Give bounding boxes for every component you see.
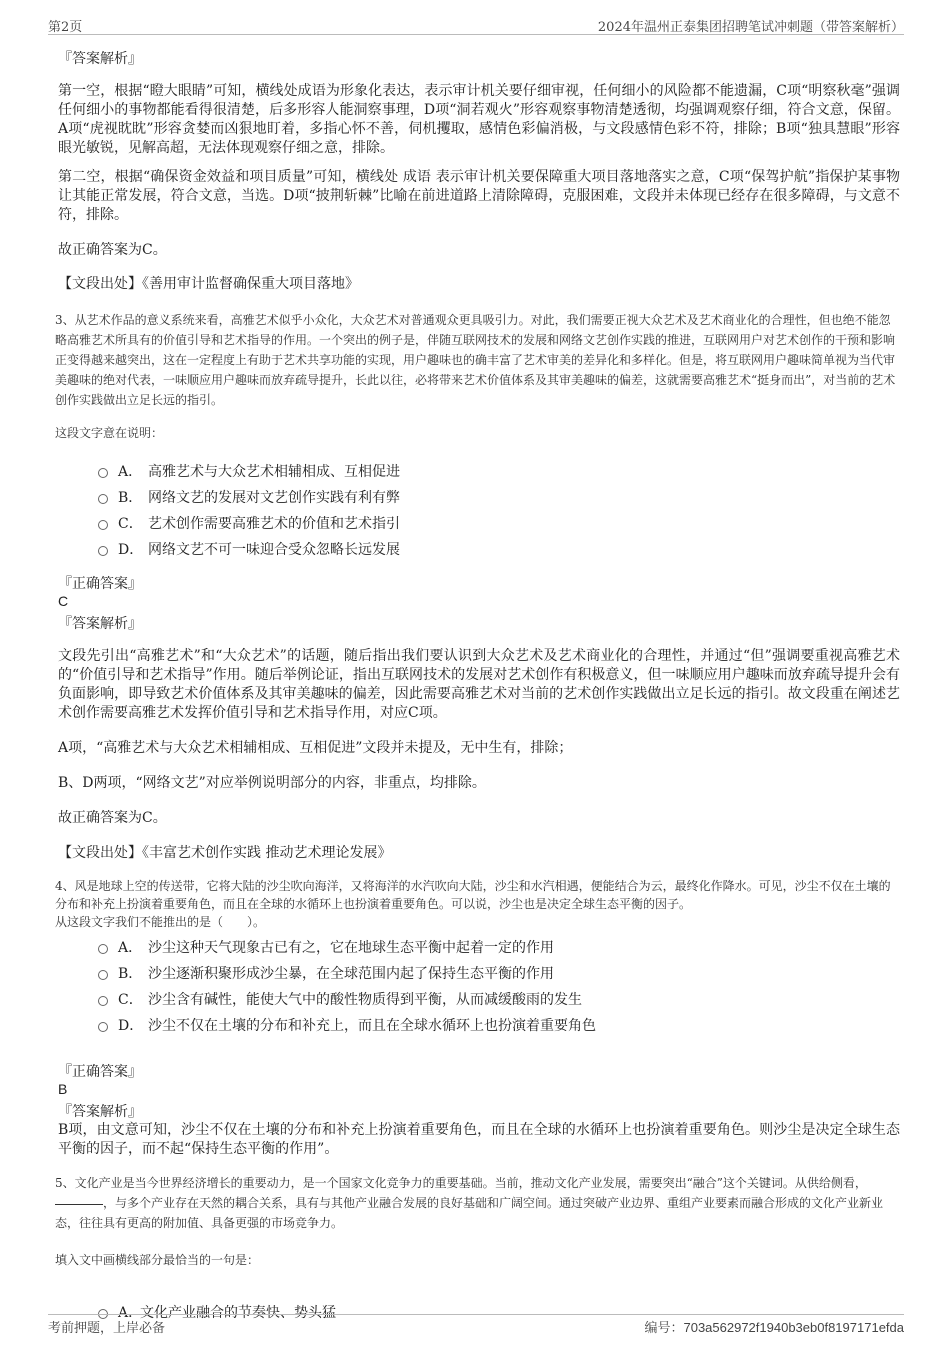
fill-blank: [55, 1203, 103, 1205]
radio-icon[interactable]: [98, 944, 108, 954]
correct-answer: C: [58, 593, 69, 609]
option-list: [98, 459, 900, 563]
question-prompt: 填入文中画横线部分最恰当的一句是：: [55, 1253, 260, 1267]
option-list: [98, 935, 900, 1039]
radio-icon[interactable]: [98, 520, 108, 530]
analysis-conclusion: 故正确答案为C。: [58, 242, 167, 258]
analysis-tag: 『答案解析』: [58, 51, 142, 67]
question-prompt: 这段文字意在说明：: [55, 426, 164, 440]
radio-icon[interactable]: [98, 970, 108, 980]
footer-slogan: 考前押题，上岸必备: [48, 1321, 166, 1336]
document-title: 2024年温州正泰集团招聘笔试冲刺题（带答案解析）: [597, 20, 904, 35]
question-3: [55, 310, 900, 863]
question-4: [55, 877, 900, 1159]
page-number: 第2页: [48, 20, 83, 35]
question-prompt: 从这段文字我们不能推出的是（ ）。: [55, 915, 266, 929]
answer-tag: 『正确答案』: [58, 1064, 142, 1080]
document-content: [55, 42, 900, 1326]
question-stem: 4、风是地球上空的传送带，它将大陆的沙尘吹向海洋，又将海洋的水汽吹向大陆，沙尘和水汽相遇，便能结合为云，最终化作降水。可见，沙尘不仅在土壤的分布和补充上扮演着重要角色，而且在全球的水循环上也扮演着重要角色。可以说，沙尘也是决定全球生态平衡的因子。: [55, 879, 891, 911]
question-5: [55, 1173, 900, 1326]
page-footer: [48, 1314, 904, 1335]
analysis-conclusion: 故正确答案为C。: [58, 810, 167, 826]
document-id: 编号：703a562972f1940b3eb0f8197171efda: [644, 1320, 904, 1335]
option-a[interactable]: A．文化产业融合的节奏快、势头猛: [98, 1300, 900, 1326]
question-stem: 5、文化产业是当今世界经济增长的重要动力，是一个国家文化竞争力的重要基础。当前，推动文化产业发展，需要突出“融合”这个关键词。从供给侧看，，与多个产业存在天然的耦合关系，具有与其他产业融合发展的良好基础和广阔空间。通过突破产业边界、重组产业要素而融合形成的文化产业新业态，往往具有更高的附加值、具备更强的市场竞争力。: [55, 1176, 884, 1230]
option-d[interactable]: D． 沙尘不仅在土壤的分布和补充上，而且在全球水循环上也扮演着重要角色: [98, 1013, 900, 1039]
radio-icon[interactable]: [98, 494, 108, 504]
option-b[interactable]: B． 沙尘逐渐积聚形成沙尘暴，在全球范围内起了保持生态平衡的作用: [98, 961, 900, 987]
question-2-analysis: [55, 48, 900, 294]
correct-answer: B: [58, 1081, 68, 1097]
analysis-paragraph: A项，“高雅艺术与大众艺术相辅相成、互相促进”文段并未提及，无中生有，排除；: [58, 740, 573, 756]
radio-icon[interactable]: [98, 996, 108, 1006]
option-d[interactable]: D． 网络文艺不可一味迎合受众忽略长远发展: [98, 537, 900, 563]
answer-tag: 『正确答案』: [58, 576, 142, 592]
analysis-tag: 『答案解析』: [58, 616, 142, 632]
radio-icon[interactable]: [98, 546, 108, 556]
analysis-paragraph: 文段先引出“高雅艺术”和“大众艺术”的话题，随后指出我们要认识到大众艺术及艺术商业化的合理性，并通过“但”强调要重视高雅艺术的“价值引导和艺术指导”作用。随后举例论证，指出互联网技术的发展对艺术创作有积极意义，但一味顺应用户趣味而放弃疏导提升会有负面影响，即导致艺术价值体系及其审美趣味的偏差，因此需要高雅艺术对当前的艺术创作实践做出立足长远的指引。故文段重在阐述艺术创作需要高雅艺术发挥价值引导和艺术指导作用，对应C项。: [58, 648, 900, 721]
analysis-paragraph: B项，由文意可知，沙尘不仅在土壤的分布和补充上扮演着重要角色，而且在全球的水循环上也扮演着重要角色。则沙尘是决定全球生态平衡的因子，而不起“保持生态平衡的作用”。: [58, 1122, 900, 1157]
source-note: 【文段出处】《丰富艺术创作实践 推动艺术理论发展》: [58, 845, 392, 861]
option-b[interactable]: B． 网络文艺的发展对文艺创作实践有利有弊: [98, 485, 900, 511]
analysis-tag: 『答案解析』: [58, 1104, 142, 1120]
radio-icon[interactable]: [98, 1022, 108, 1032]
analysis-paragraph: 第一空，根据“瞪大眼睛”可知，横线处成语为形象化表达，表示审计机关要仔细审视，任何细小的风险都不能遗漏，C项“明察秋毫”强调任何细小的事物都能看得很清楚，后多形容人能洞察事理，D项“洞若观火”形容观察事物清楚透彻，均强调观察仔细，符合文意，保留。A项“虎视眈眈”形容贪婪而凶狠地盯着，多指心怀不善，伺机攫取，感情色彩偏消极，与文段感情色彩不符，排除；B项“独具慧眼”形容眼光敏锐，见解高超，无法体现观察仔细之意，排除。: [58, 83, 900, 156]
option-c[interactable]: C． 艺术创作需要高雅艺术的价值和艺术指引: [98, 511, 900, 537]
option-c[interactable]: C． 沙尘含有碱性，能使大气中的酸性物质得到平衡，从而减缓酸雨的发生: [98, 987, 900, 1013]
analysis-paragraph: B、D两项，“网络文艺”对应举例说明部分的内容，非重点，均排除。: [58, 775, 486, 791]
radio-icon[interactable]: [98, 468, 108, 478]
source-note: 【文段出处】《善用审计监督确保重大项目落地》: [58, 276, 359, 292]
question-stem: 3、从艺术作品的意义系统来看，高雅艺术似乎小众化，大众艺术对普通观众更具吸引力。对此，我们需要正视大众艺术及艺术商业化的合理性，但也绝不能忽略高雅艺术所具有的价值引导和艺术指导的作用。一个突出的例子是，伴随互联网技术的发展和网络文艺创作实践的推进，互联网用户对艺术创作的干预和影响正变得越来越突出，这在一定程度上有助于艺术共享功能的实现，用户趣味也的确丰富了艺术审美的差异化和多样化。但是，将互联网用户趣味简单视为当代审美趣味的绝对代表，一味顺应用户趣味而放弃疏导提升，长此以往，必将带来艺术价值体系及其审美趣味的偏差，这就需要高雅艺术“挺身而出”，对当前的艺术创作实践做出立足长远的指引。: [55, 313, 896, 407]
option-a[interactable]: A． 高雅艺术与大众艺术相辅相成、互相促进: [98, 459, 900, 485]
page-header: [48, 14, 904, 35]
analysis-paragraph: 第二空，根据“确保资金效益和项目质量”可知，横线处 成语 表示审计机关要保障重大项目落地落实之意，C项“保驾护航”指保护某事物让其能正常发展，符合文意，当选。D项“披荆斩棘”比喻在前进道路上清除障碍，克服困难，文段并未体现已经存在很多障碍，与文意不符，排除。: [58, 169, 900, 223]
option-a[interactable]: A． 沙尘这种天气现象古已有之，它在地球生态平衡中起着一定的作用: [98, 935, 900, 961]
